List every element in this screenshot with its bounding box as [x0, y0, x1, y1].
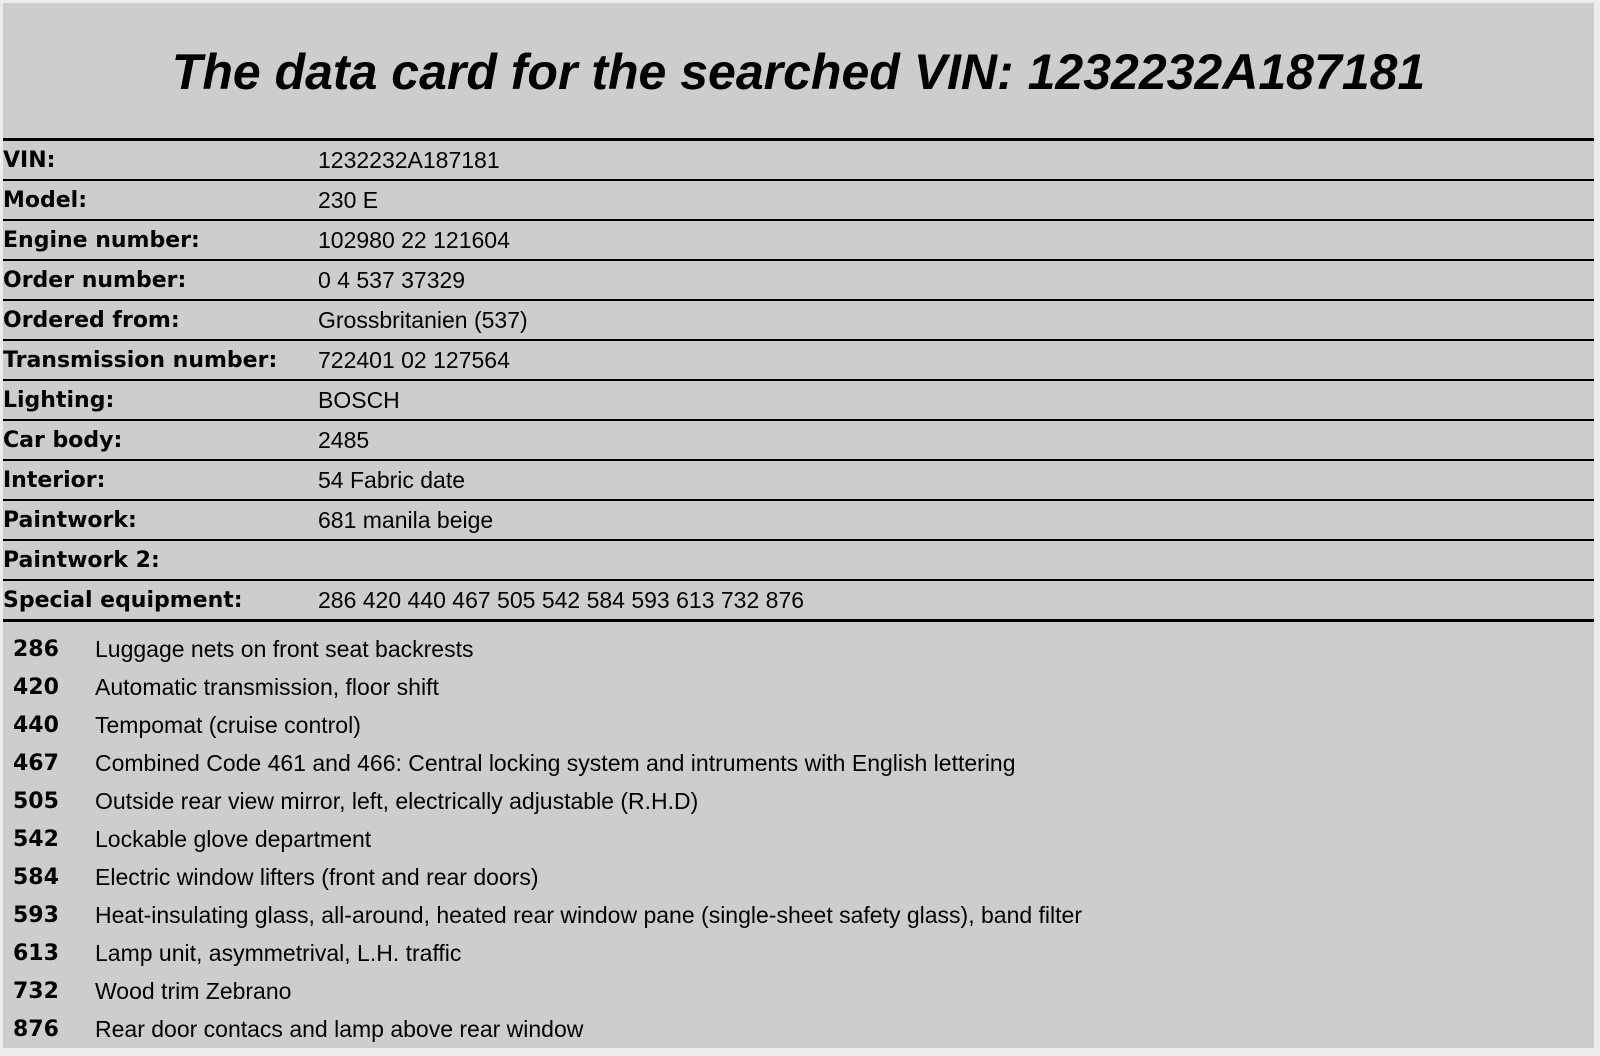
list-item — [3, 782, 1594, 820]
page-title: The data card for the searched VIN: 1232232A187181 — [171, 44, 1426, 100]
equipment-code: 420 — [13, 674, 59, 700]
table-row — [3, 220, 1594, 260]
field-label-model: Model: — [3, 180, 318, 220]
table-row — [3, 540, 1594, 580]
equipment-description: Lockable glove department — [95, 825, 372, 852]
equipment-code: 876 — [13, 1016, 59, 1042]
field-value-car-body: 2485 — [318, 420, 1594, 460]
table-row — [3, 260, 1594, 300]
list-item — [3, 896, 1594, 934]
field-value-ordered-from: Grossbritanien (537) — [318, 300, 1594, 340]
field-label-paintwork: Paintwork: — [3, 500, 318, 540]
field-label-paintwork-2: Paintwork 2: — [3, 540, 318, 580]
equipment-description: Luggage nets on front seat backrests — [95, 635, 474, 662]
equipment-description: Wood trim Zebrano — [95, 977, 292, 1004]
equipment-code: 505 — [13, 788, 59, 814]
list-item — [3, 858, 1594, 896]
table-row — [3, 380, 1594, 420]
field-value-paintwork: 681 manila beige — [318, 500, 1594, 540]
table-row — [3, 420, 1594, 460]
field-value-engine-number: 102980 22 121604 — [318, 220, 1594, 260]
equipment-description: Heat-insulating glass, all-around, heated rear window pane (single-sheet safety glass), band filter — [95, 901, 1082, 928]
table-row — [3, 580, 1594, 621]
field-label-special-equipment: Special equipment: — [3, 580, 318, 621]
vin-spec-table — [3, 138, 1594, 622]
equipment-code: 613 — [13, 940, 59, 966]
equipment-description: Tempomat (cruise control) — [95, 711, 361, 738]
equipment-code: 593 — [13, 902, 59, 928]
equipment-code-list — [3, 622, 1594, 1048]
field-value-transmission-number: 722401 02 127564 — [318, 340, 1594, 380]
list-item — [3, 934, 1594, 972]
list-item — [3, 706, 1594, 744]
table-row — [3, 460, 1594, 500]
field-value-model: 230 E — [318, 180, 1594, 220]
table-row — [3, 300, 1594, 340]
field-label-car-body: Car body: — [3, 420, 318, 460]
equipment-code: 440 — [13, 712, 59, 738]
field-value-vin: 1232232A187181 — [318, 140, 1594, 181]
equipment-description: Outside rear view mirror, left, electrically adjustable (R.H.D) — [95, 787, 699, 814]
equipment-description: Electric window lifters (front and rear doors) — [95, 863, 539, 890]
list-item — [3, 668, 1594, 706]
field-label-interior: Interior: — [3, 460, 318, 500]
table-row — [3, 340, 1594, 380]
list-item — [3, 744, 1594, 782]
list-item — [3, 820, 1594, 858]
field-label-lighting: Lighting: — [3, 380, 318, 420]
equipment-code: 542 — [13, 826, 59, 852]
vin-data-card — [3, 3, 1594, 1048]
equipment-description: Lamp unit, asymmetrival, L.H. traffic — [95, 939, 462, 966]
field-label-ordered-from: Ordered from: — [3, 300, 318, 340]
field-value-interior: 54 Fabric date — [318, 460, 1594, 500]
equipment-code: 467 — [13, 750, 59, 776]
field-label-order-number: Order number: — [3, 260, 318, 300]
equipment-code: 732 — [13, 978, 59, 1004]
equipment-code: 584 — [13, 864, 59, 890]
table-row — [3, 180, 1594, 220]
list-item — [3, 630, 1594, 668]
table-row — [3, 500, 1594, 540]
field-value-lighting: BOSCH — [318, 380, 1594, 420]
field-value-paintwork-2 — [318, 540, 1594, 580]
field-label-transmission-number: Transmission number: — [3, 340, 318, 380]
field-value-special-equipment: 286 420 440 467 505 542 584 593 613 732 876 — [318, 580, 1594, 621]
table-row — [3, 140, 1594, 181]
field-label-vin: VIN: — [3, 140, 318, 181]
equipment-description: Combined Code 461 and 466: Central locking system and intruments with English lettering — [95, 749, 1016, 776]
field-value-order-number: 0 4 537 37329 — [318, 260, 1594, 300]
equipment-description: Automatic transmission, floor shift — [95, 673, 439, 700]
field-label-engine-number: Engine number: — [3, 220, 318, 260]
list-item — [3, 1010, 1594, 1048]
list-item — [3, 972, 1594, 1010]
equipment-code: 286 — [13, 636, 59, 662]
equipment-description: Rear door contacs and lamp above rear window — [95, 1015, 584, 1042]
